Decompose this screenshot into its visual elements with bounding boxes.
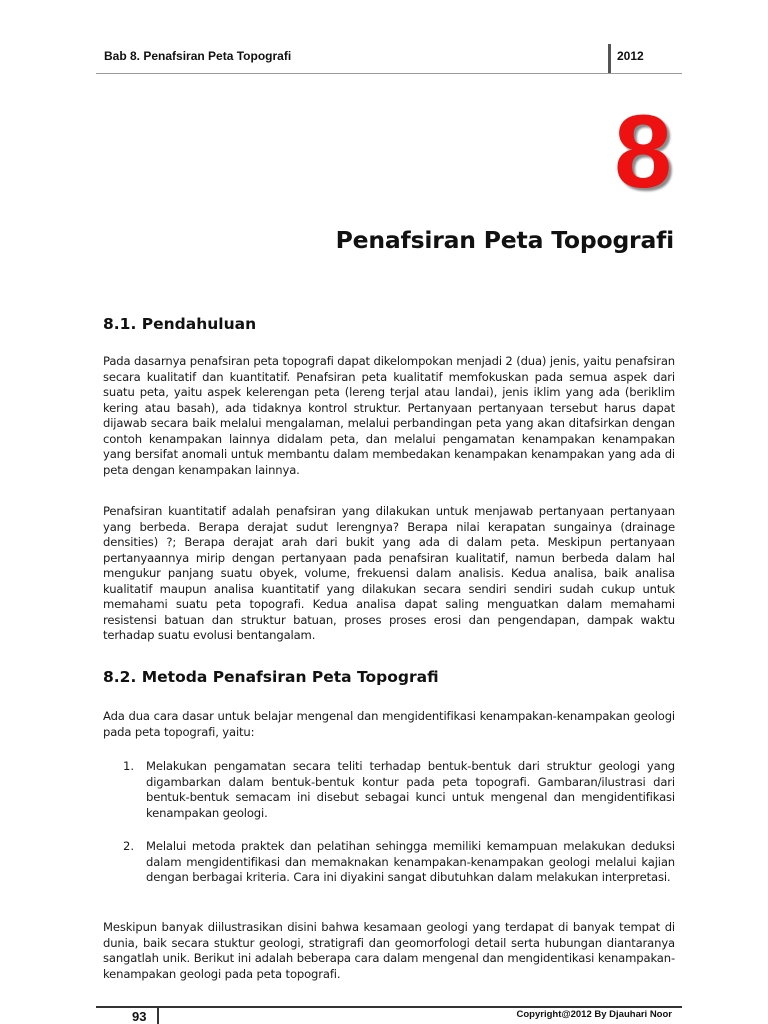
paragraph: Penafsiran kuantitatif adalah penafsiran yang dilakukan untuk menjawab pertanyaan pertanyaan yang berbeda. Berapa derajat sudut lerengnya? Berapa nilai kerapatan sungainya (drainage densities) ?; Berapa derajat arah dari bukit yang ada di dalam peta. Meskipun pertanyaan pertanyaannya mirip dengan pertanyaan pada penafsiran kualitatif, namun berbeda dalam hal mengukur panjang suatu obyek, volume, frekuensi dalam analisis. Kedua analisa, baik analisa kualitatif maupun analisa kuantitatif yang dilakukan secara sendiri sendiri sudah cukup untuk memahami suatu peta topografi. Kedua analisa dapat saling menguatkan dalam memahami resistensi batuan dan struktur batuan, proses proses erosi dan pengendapan, dampak waktu terhadap suatu evolusi bentangalam.	[103, 504, 675, 642]
footer-divider	[157, 1006, 159, 1024]
chapter-number: 8	[614, 94, 672, 210]
header-divider	[608, 44, 611, 74]
section-heading: 8.1. Pendahuluan	[103, 315, 257, 333]
list-item-number: 1.	[123, 759, 135, 773]
header-rule	[96, 73, 682, 74]
paragraph: Meskipun banyak diilustrasikan disini bahwa kesamaan geologi yang terdapat di banyak tempat di dunia, baik secara stuktur geologi, stratigrafi dan geomorfologi detail serta hubungan diantaranya sangatlah unik. Berikut ini adalah beberapa cara dalam mengenal dan mengidentikasi kenampakan-kenampakan geologi pada peta topografi.	[103, 920, 675, 981]
chapter-title: Penafsiran Peta Topografi	[335, 226, 674, 254]
list-item: Melakukan pengamatan secara teliti terhadap bentuk-bentuk dari struktur geologi yang digambarkan dalam bentuk-bentuk kontur pada peta topografi. Gambaran/ilustrasi dari bentuk-bentuk semacam ini disebut sebagai kunci untuk mengenal dan mengidentifikasi kenampakan geologi.	[146, 759, 675, 820]
footer-copyright: Copyright@2012 By Djauhari Noor	[516, 1009, 672, 1020]
running-header-year: 2012	[617, 49, 644, 63]
running-header-title: Bab 8. Penafsiran Peta Topografi	[104, 49, 292, 63]
list-item: Melalui metoda praktek dan pelatihan sehingga memiliki kemampuan melakukan deduksi dalam mengidentifikasi dan memaknakan kenampakan-kenampakan geologi melalui kajian dengan berbagai kriteria. Cara ini diyakini sangat dibutuhkan dalam melakukan interpretasi.	[146, 839, 675, 884]
paragraph: Pada dasarnya penafsiran peta topografi dapat dikelompokan menjadi 2 (dua) jenis, yaitu penafsiran secara kualitatif dan kuantitatif. Penafsiran peta kualitatif memfokuskan pada semua aspek dari suatu peta, yaitu aspek kelerengan peta (lereng terjal atau landai), jenis iklim yang ada (beriklim kering atau basah), ada tidaknya kontrol struktur. Pertanyaan pertanyaan tersebut harus dapat dijawab secara baik melalui mengalaman, melalui perbandingan peta yang akan ditafsirkan dengan contoh kenampakan lainnya didalam peta, dan melalui pengamatan kenampakan kenampakan yang bersifat anomali untuk membantu dalam membedakan kenampakan kenampakan yang ada di peta dengan kenampakan lainnya.	[103, 354, 675, 477]
list-item-number: 2.	[123, 839, 135, 853]
footer-rule	[96, 1006, 682, 1008]
section-heading: 8.2. Metoda Penafsiran Peta Topografi	[103, 668, 439, 686]
paragraph: Ada dua cara dasar untuk belajar mengenal dan mengidentifikasi kenampakan-kenampakan geologi pada peta topografi, yaitu:	[103, 709, 675, 739]
page-number: 93	[132, 1009, 147, 1024]
